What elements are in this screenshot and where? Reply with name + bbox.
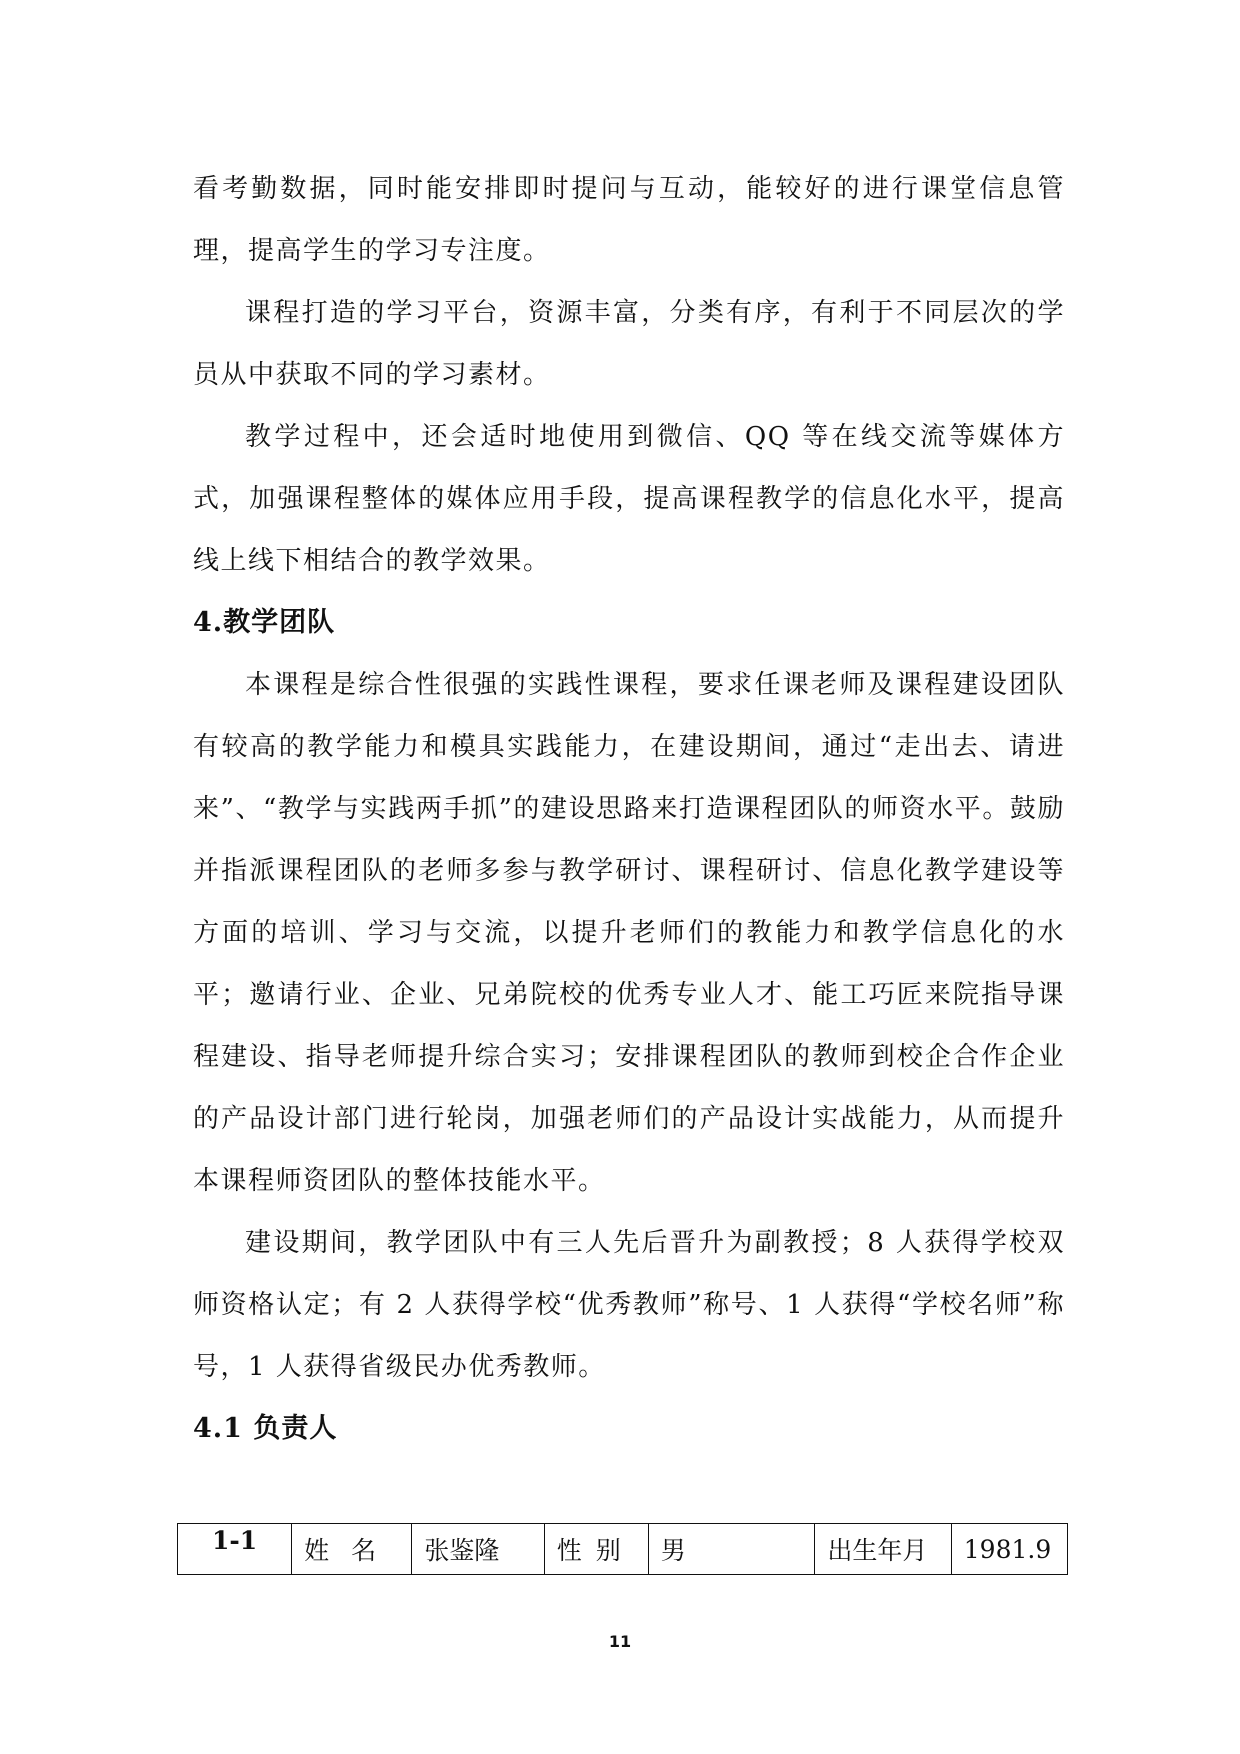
paragraph-learning-platform: 课程打造的学习平台，资源丰富，分类有序，有利于不同层次的学员从中获取不同的学习素材。 [193, 298, 1065, 390]
table-row [178, 1524, 1068, 1575]
birth-label-cell: 出生年月 [815, 1524, 951, 1575]
row-number-cell: 1-1 [178, 1524, 292, 1575]
section-heading-leader: 4.1 负责人 [193, 1413, 338, 1444]
section-heading-teaching-team: 4.教学团队 [193, 607, 336, 638]
paragraph-media-usage: 教学过程中，还会适时地使用到微信、QQ 等在线交流等媒体方式，加强课程整体的媒体应用手段，提高课程教学的信息化水平，提高线上线下相结合的教学效果。 [193, 422, 1065, 576]
page-number: 11 [608, 1632, 632, 1651]
paragraph-team-achievements: 建设期间，教学团队中有三人先后晋升为副教授；8 人获得学校双师资格认定；有 2 人获得学校“优秀教师”称号、1 人获得“学校名师”称号，1 人获得省级民办优秀教师。 [193, 1228, 1065, 1382]
name-label-cell: 姓名 [292, 1524, 412, 1575]
paragraph-attendance: 看考勤数据，同时能安排即时提问与互动，能较好的进行课堂信息管理，提高学生的学习专注度。 [193, 174, 1065, 266]
leader-info-table [177, 1523, 1068, 1575]
paragraph-team-building: 本课程是综合性很强的实践性课程，要求任课老师及课程建设团队有较高的教学能力和模具实践能力，在建设期间，通过“走出去、请进来”、“教学与实践两手抓”的建设思路来打造课程团队的师资水平。鼓励并指派课程团队的老师多参与教学研讨、课程研讨、信息化教学建设等方面的培训、学习与交流，以提升老师们的教能力和教学信息化的水平；邀请行业、企业、兄弟院校的优秀专业人才、能工巧匠来院指导课程建设、指导老师提升综合实习；安排课程团队的教师到校企合作企业的产品设计部门进行轮岗，加强老师们的产品设计实战能力，从而提升本课程师资团队的整体技能水平。 [193, 670, 1065, 1196]
page-content [193, 158, 1065, 1460]
gender-label-cell: 性别 [544, 1524, 648, 1575]
name-value-cell: 张鉴隆 [412, 1524, 544, 1575]
gender-value-cell: 男 [648, 1524, 815, 1575]
birth-value-cell: 1981.9 [951, 1524, 1067, 1575]
